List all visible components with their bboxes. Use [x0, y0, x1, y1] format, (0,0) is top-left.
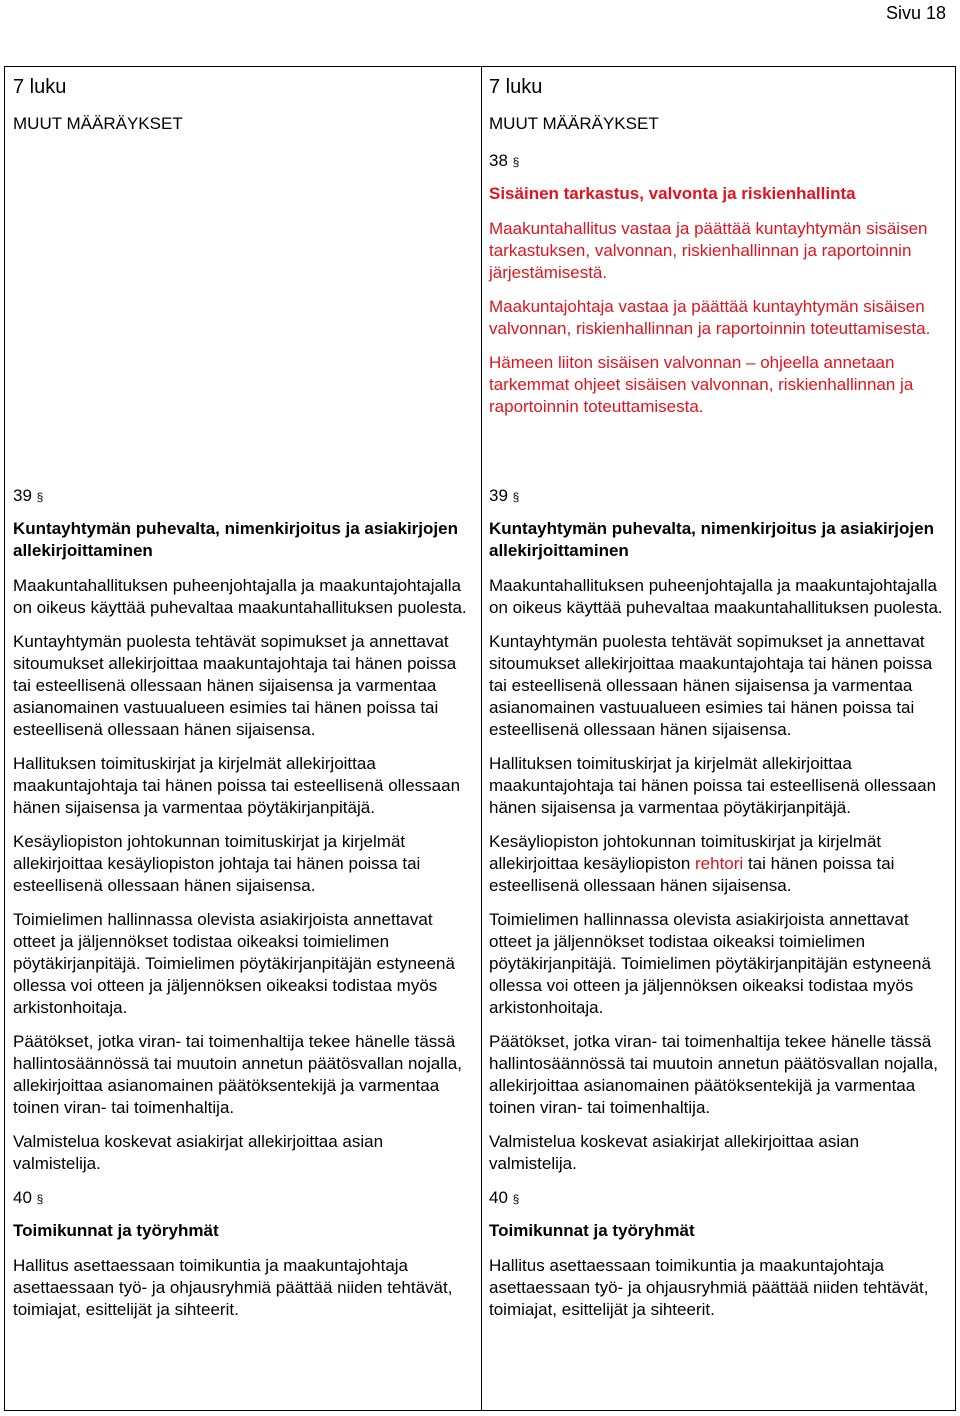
- changed-word: rehtori: [695, 854, 744, 873]
- left-s40-para: Hallitus asettaessaan toimikuntia ja maakuntajohtaja asettaessaan työ- ja ohjausryhmiä päättää niiden tehtävät, toimiajat, esittelijät ja sihteerit.: [13, 1256, 453, 1319]
- right-chapter-number: 7 luku: [489, 76, 543, 98]
- column-divider: [481, 67, 482, 1410]
- left-s39-para-3: Hallituksen toimituskirjat ja kirjelmät allekirjoittaa maakuntajohtaja tai hänen poissa tai esteellisenä ollessaan hänen sijaisensa ja varmentaa pöytäkirjanpitäjä.: [13, 754, 461, 817]
- right-s38-para-2: Maakuntajohtaja vastaa ja päättää kuntayhtymän sisäisen valvonnan, riskienhallinnan ja raportoinnin toteuttamisesta.: [489, 297, 931, 338]
- left-s40-title: Toimikunnat ja työryhmät: [13, 1221, 219, 1240]
- right-s39-para-4: Kesäyliopiston johtokunnan toimituskirjat ja kirjelmät allekirjoittaa kesäyliopiston rehtori tai hänen poissa tai esteellisenä ollessaan hänen sijaisensa.: [489, 832, 895, 895]
- left-s39-para-1: Maakuntahallituksen puheenjohtajalla ja maakuntajohtajalla on oikeus käyttää puhevaltaa maakuntahallituksen puolesta.: [13, 576, 467, 617]
- left-s39-para-6: Päätökset, jotka viran- tai toimenhaltija tekee hänelle tässä hallintosäännössä tai muutoin annetun päätösvallan nojalla, allekirjoittaa asianomainen päätöksentekijä ja varmentaa toinen viran- tai toimenhaltija.: [13, 1032, 462, 1117]
- left-s39-para-4: Kesäyliopiston johtokunnan toimituskirjat ja kirjelmät allekirjoittaa kesäyliopiston johtaja tai hänen poissa tai esteellisenä ollessaan hänen sijaisensa.: [13, 832, 421, 895]
- left-s39-para-7: Valmistelua koskevat asiakirjat allekirjoittaa asian valmistelija.: [13, 1132, 384, 1173]
- left-s40-number: 40 §: [13, 1188, 44, 1207]
- right-s39-para-7: Valmistelua koskevat asiakirjat allekirjoittaa asian valmistelija.: [489, 1132, 860, 1173]
- right-chapter-title: MUUT MÄÄRÄYKSET: [489, 114, 659, 133]
- right-s38-para-3: Hämeen liiton sisäisen valvonnan – ohjeella annetaan tarkemmat ohjeet sisäisen valvonnan, riskienhallinnan ja raportoinnin toteuttamisesta.: [489, 353, 914, 416]
- right-s40-number: 40 §: [489, 1188, 520, 1207]
- right-column-top: [489, 75, 944, 430]
- right-s39-para-5: Toimielimen hallinnassa olevista asiakirjoista annettavat otteet ja jäljennökset todistaa oikeaksi toimielimen pöytäkirjanpitäjä. Toimielimen pöytäkirjanpitäjän estyneenä ollessa voi otteen ja jäljennöksen oikeaksi todistaa myös arkistonhoitaja.: [489, 910, 931, 1017]
- right-s39-number: 39 §: [489, 486, 520, 505]
- left-s39-title: Kuntayhtymän puhevalta, nimenkirjoitus ja asiakirjojen allekirjoittaminen: [13, 519, 458, 560]
- right-s38-number: 38 §: [489, 151, 520, 170]
- comparison-table: [4, 66, 956, 1411]
- right-s39-para-6: Päätökset, jotka viran- tai toimenhaltija tekee hänelle tässä hallintosäännössä tai muutoin annetun päätösvallan nojalla, allekirjoittaa asianomainen päätöksentekijä ja varmentaa toinen viran- tai toimenhaltija.: [489, 1032, 938, 1117]
- page-number: Sivu 18: [885, 3, 946, 23]
- right-column-sections: [489, 485, 944, 1333]
- right-s39-title: Kuntayhtymän puhevalta, nimenkirjoitus ja asiakirjojen allekirjoittaminen: [489, 519, 934, 560]
- right-s38-title: Sisäinen tarkastus, valvonta ja riskienhallinta: [489, 184, 856, 203]
- right-s39-para-2: Kuntayhtymän puolesta tehtävät sopimukset ja annettavat sitoumukset allekirjoittaa maakuntajohtaja tai hänen poissa tai esteellisenä ollessaan hänen sijaisensa ja varmentaa asianomainen vastuualueen esimies tai hänen poissa tai esteellisenä ollessaan hänen sijaisensa.: [489, 632, 933, 739]
- left-chapter-title: MUUT MÄÄRÄYKSET: [13, 114, 183, 133]
- right-s40-title: Toimikunnat ja työryhmät: [489, 1221, 695, 1240]
- right-s38-para-1: Maakuntahallitus vastaa ja päättää kuntayhtymän sisäisen tarkastuksen, valvonnan, riskienhallinnan ja raportoinnin järjestämisestä.: [489, 219, 928, 282]
- right-s40-para: Hallitus asettaessaan toimikuntia ja maakuntajohtaja asettaessaan työ- ja ohjausryhmiä päättää niiden tehtävät, toimiajat, esittelijät ja sihteerit.: [489, 1256, 929, 1319]
- left-s39-number: 39 §: [13, 486, 44, 505]
- left-s39-para-5: Toimielimen hallinnassa olevista asiakirjoista annettavat otteet ja jäljennökset todistaa oikeaksi toimielimen pöytäkirjanpitäjä. Toimielimen pöytäkirjanpitäjän estyneenä ollessa voi otteen ja jäljennöksen oikeaksi todistaa myös arkistonhoitaja.: [13, 910, 455, 1017]
- right-s39-para-3: Hallituksen toimituskirjat ja kirjelmät allekirjoittaa maakuntajohtaja tai hänen poissa tai esteellisenä ollessaan hänen sijaisensa ja varmentaa pöytäkirjanpitäjä.: [489, 754, 937, 817]
- right-s39-para-1: Maakuntahallituksen puheenjohtajalla ja maakuntajohtajalla on oikeus käyttää puhevaltaa maakuntahallituksen puolesta.: [489, 576, 943, 617]
- left-column-top: [13, 75, 468, 150]
- left-s39-para-2: Kuntayhtymän puolesta tehtävät sopimukset ja annettavat sitoumukset allekirjoittaa maakuntajohtaja tai hänen poissa tai esteellisenä ollessaan hänen sijaisensa ja varmentaa asianomainen vastuualueen esimies tai hänen poissa tai esteellisenä ollessaan hänen sijaisensa.: [13, 632, 457, 739]
- left-chapter-number: 7 luku: [13, 76, 67, 98]
- left-column-sections: [13, 485, 468, 1333]
